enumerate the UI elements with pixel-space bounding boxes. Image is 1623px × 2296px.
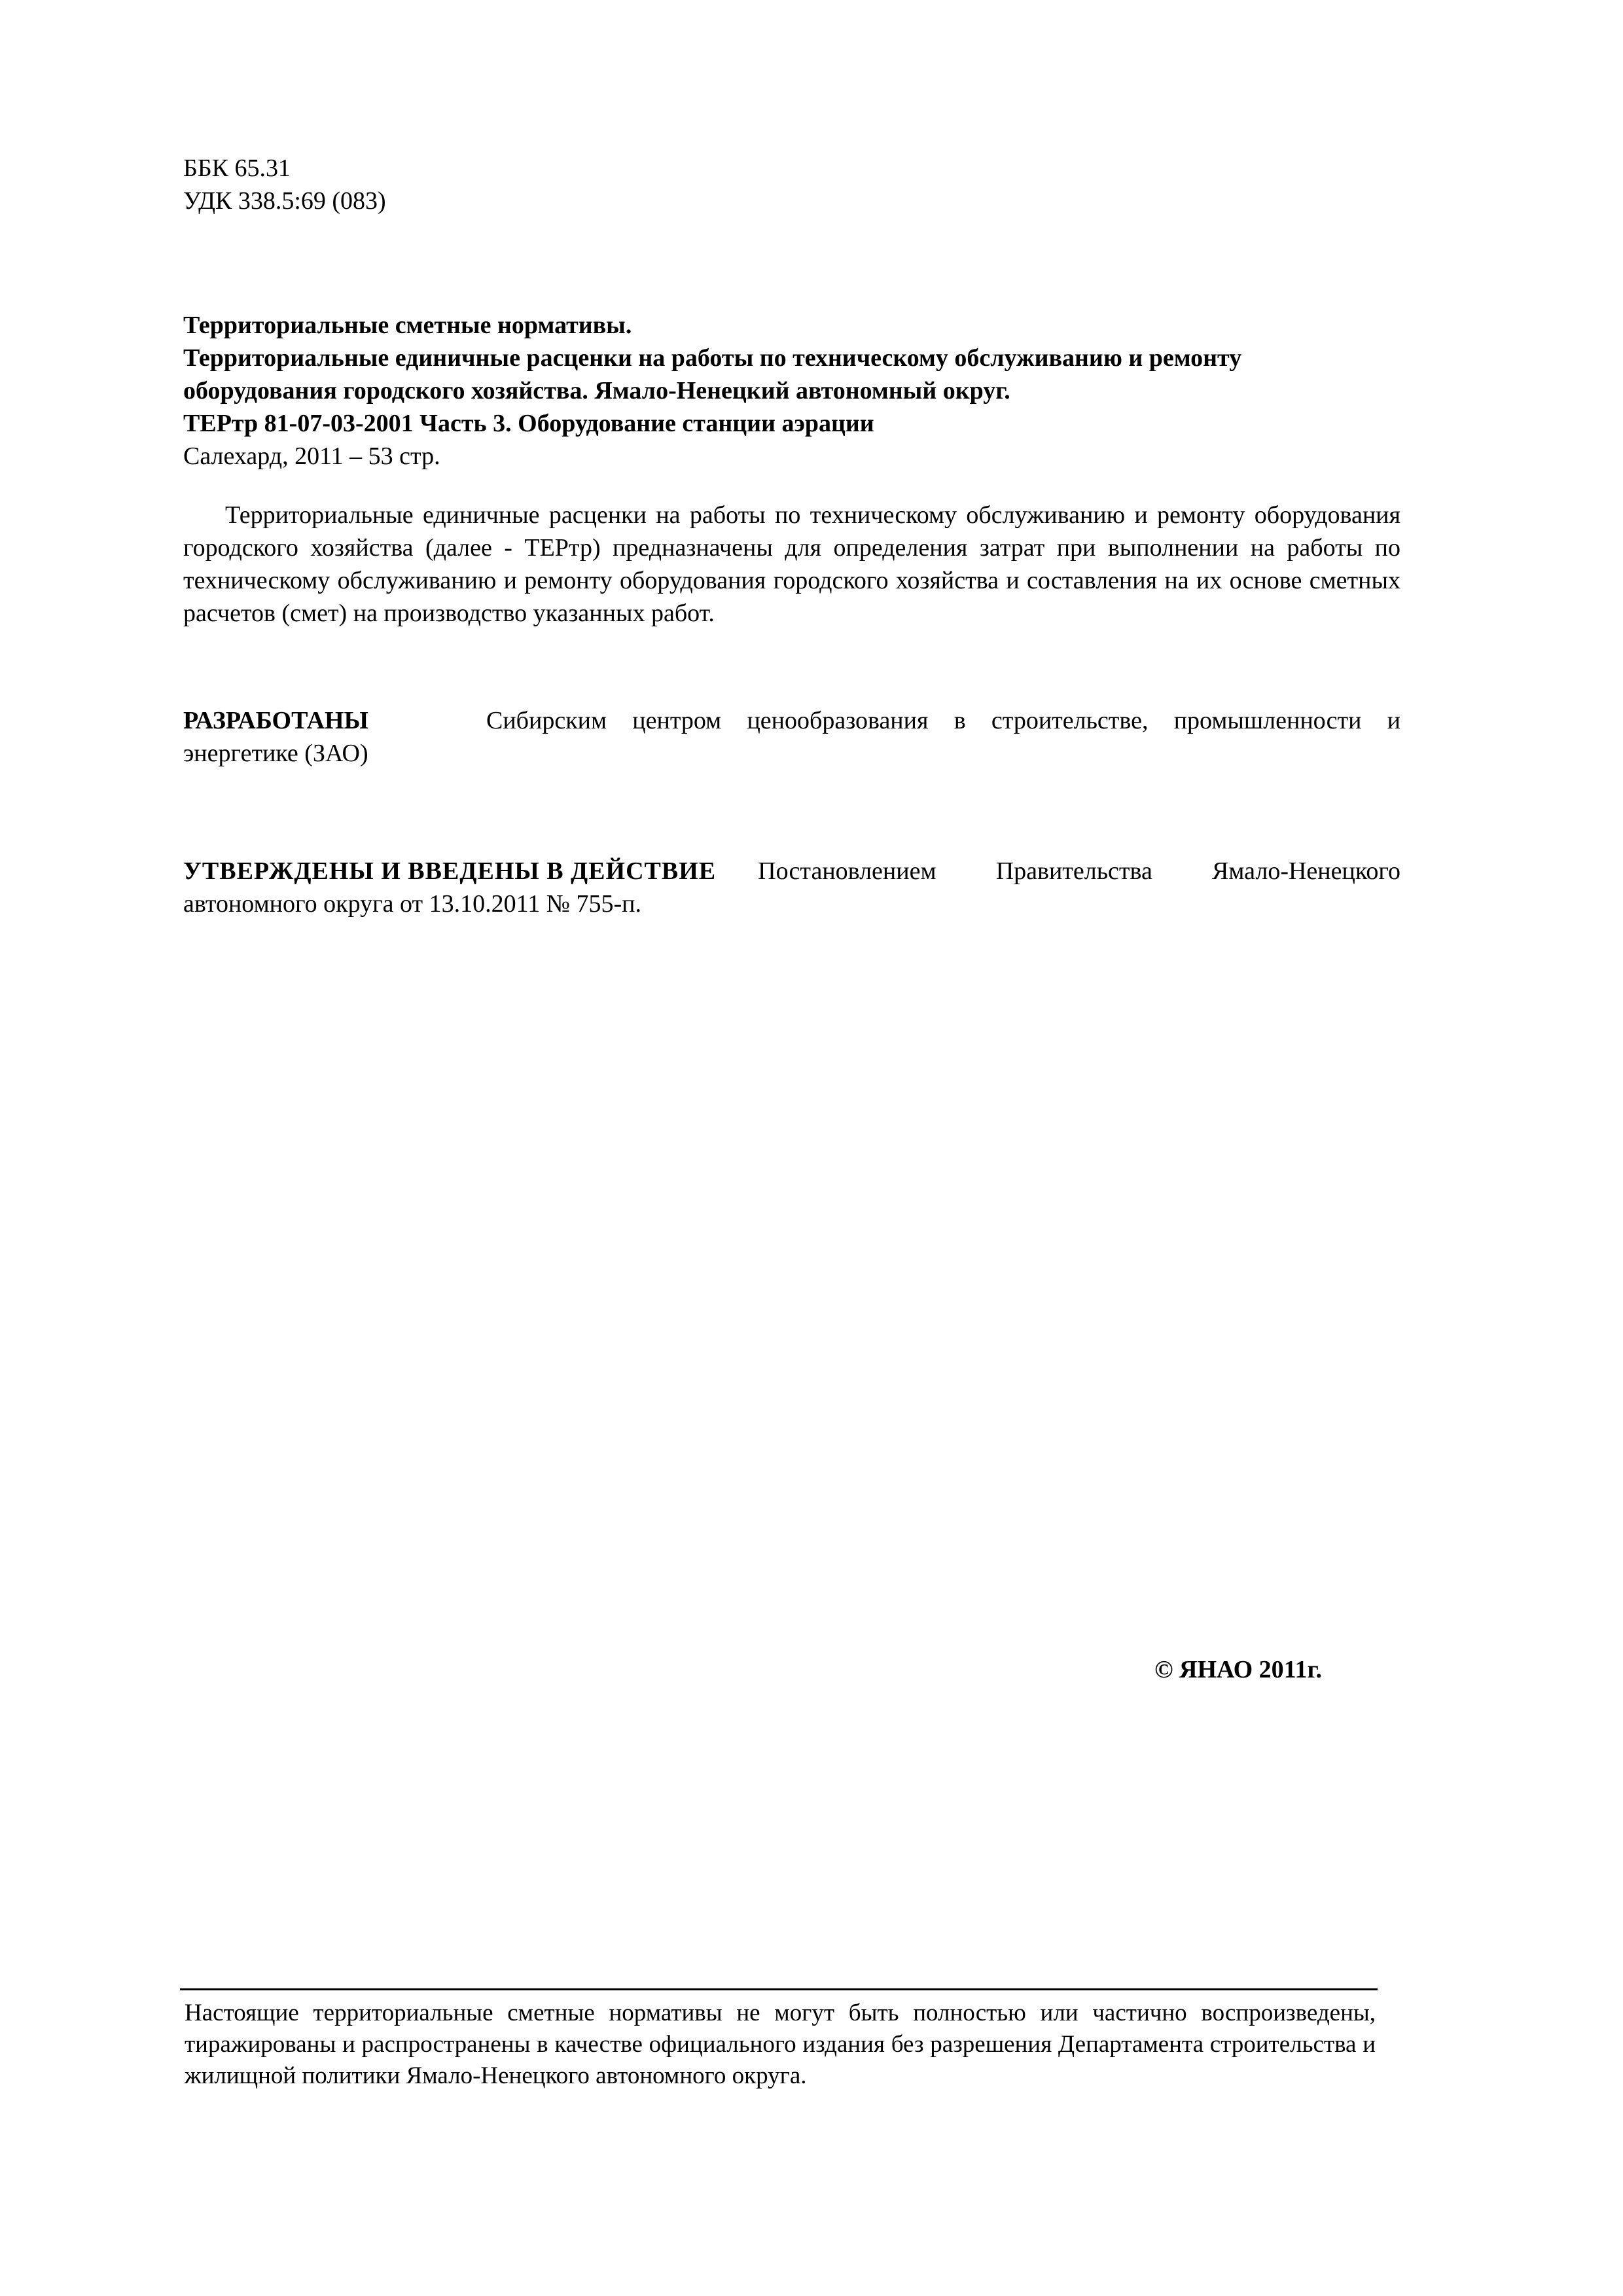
title-line-2: Территориальные единичные расценки на работы по техническому обслуживанию и ремонту оборудования городского хозяйства. Ямало-Ненецкий автономный округ. bbox=[183, 344, 1242, 404]
developed-label: РАЗРАБОТАНЫ bbox=[183, 707, 368, 734]
title-block bbox=[183, 309, 1400, 473]
developed-text: Сибирским центром ценообразования в строительстве, промышленности и энергетике (ЗАО) bbox=[183, 707, 1400, 767]
imprint-line: Салехард, 2011 – 53 стр. bbox=[183, 442, 440, 470]
footer-notice: Настоящие территориальные сметные нормативы не могут быть полностью или частично воспроизведены, тиражированы и распространены в качестве официального издания без разрешения Департамента строительства и жилищной политики Ямало-Ненецкого автономного округа. bbox=[185, 2000, 1376, 2089]
title-line-1: Территориальные сметные нормативы. bbox=[183, 312, 632, 339]
approved-label: УТВЕРЖДЕНЫ И ВВЕДЕНЫ В ДЕЙСТВИЕ bbox=[183, 857, 717, 885]
intro-paragraph: Территориальные единичные расценки на работы по техническому обслуживанию и ремонту оборудования городского хозяйства (далее - ТЕРтр) предназначены для определения затрат при выполнении на работы по техническому обслуживанию и ремонту оборудования городского хозяйства и составления на их основе сметных расчетов (смет) на производство указанных работ. bbox=[183, 501, 1400, 627]
udk-code: УДК 338.5:69 (083) bbox=[183, 187, 386, 215]
bbk-code: ББК 65.31 bbox=[183, 154, 291, 182]
approved-section bbox=[183, 855, 1400, 920]
title-line-3: ТЕРтр 81-07-03-2001 Часть 3. Оборудование станции аэрации bbox=[183, 410, 874, 437]
copyright-notice: © ЯНАО 2011г. bbox=[1154, 1656, 1322, 1683]
classification-codes bbox=[183, 152, 1400, 217]
approved-text: Постановлением Правительства Ямало-Ненецкого автономного округа от 13.10.2011 № 755-п. bbox=[183, 857, 1400, 918]
developed-by-section bbox=[183, 704, 1400, 770]
footer-divider bbox=[180, 1988, 1378, 1990]
